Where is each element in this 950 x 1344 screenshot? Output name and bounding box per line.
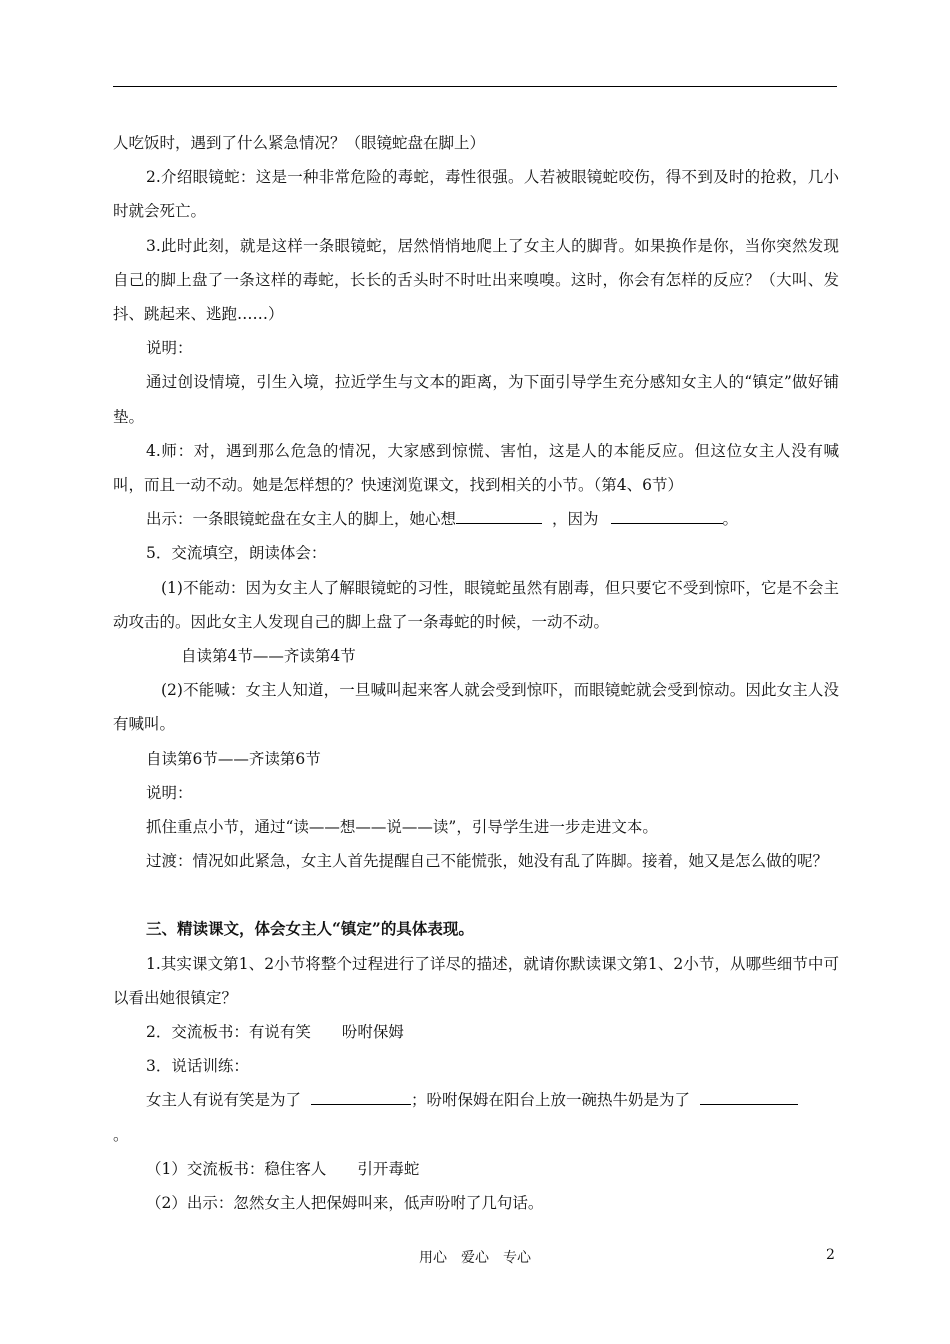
note-text-2: 抓住重点小节，通过“读——想——说——读”，引导学生进一步走进文本。	[146, 818, 658, 837]
prompt-because: ，因为	[552, 510, 599, 529]
blank-line	[611, 509, 723, 524]
paragraph-teacher: 4.师：对，遇到那么危急的情况，大家感到惊慌、害怕，这是人的本能反应。但这位女主人没有喊叫，而且一动不动。她是怎样想的？快速浏览课文，找到相关的小节。（第4、6节）	[113, 441, 839, 495]
header-rule	[113, 86, 837, 87]
speaking-text-a: 女主人有说有笑是为了	[146, 1091, 302, 1110]
board-notes: （1）交流板书：稳住客人 引开毒蛇	[146, 1159, 420, 1178]
reading-note-6: 自读第6节——齐读第6节	[146, 749, 321, 768]
paragraph-step1: 1.其实课文第1、2小节将整个过程进行了详尽的描述，就请你默读课文第1、2小节，从哪些细节中可以看出她很镇定？	[113, 954, 839, 1007]
note-text: 通过创设情境，引生入境，拉近学生与文本的距离，为下面引导学生充分感知女主人的“镇定”做好铺垫。	[113, 373, 839, 426]
display-text: （2）出示：忽然女主人把保姆叫来，低声吩咐了几句话。	[146, 1194, 544, 1213]
paragraph-step2: 2．交流板书：有说有笑 吩咐保姆	[146, 1023, 404, 1042]
note-label: 说明：	[146, 339, 193, 358]
footer-motto: 用心 爱心 专心	[419, 1250, 531, 1266]
paragraph-reaction: 3.此时此刻，就是这样一条眼镜蛇，居然悄悄地爬上了女主人的脚背。如果换作是你，当你突然发现自己的脚上盘了一条这样的毒蛇，长长的舌头时不时吐出来嗅嗅。这时，你会有怎样的反应？（大叫、发抖、跳起来、逃跑……）	[113, 236, 839, 324]
paragraph-cannot-move: (1)不能动：因为女主人了解眼镜蛇的习性，眼镜蛇虽然有剧毒，但只要它不受到惊吓，它是不会主动攻击的。因此女主人发现自己的脚上盘了一条毒蛇的时候，一动不动。	[113, 578, 839, 631]
fill-in-speaking	[113, 1083, 839, 1151]
paragraph-cobra-intro: 2.介绍眼镜蛇：这是一种非常危险的毒蛇，毒性很强。人若被眼镜蛇咬伤，得不到及时的抢救，几小时就会死亡。	[113, 168, 839, 221]
document-body	[113, 126, 839, 1220]
blank-line	[311, 1090, 411, 1105]
blank-line	[456, 509, 542, 524]
blank-line	[700, 1090, 798, 1105]
transition-text: 过渡：情况如此紧急，女主人首先提醒自己不能慌张，她没有乱了阵脚。接着，她又是怎么做的呢？	[146, 852, 829, 871]
section-heading: 三、精读课文，体会女主人“镇定”的具体表现。	[146, 919, 474, 939]
paragraph-situation: 人吃饭时，遇到了什么紧急情况？（眼镜蛇盘在脚上）	[113, 134, 486, 152]
speaking-text-b: ；吩咐保姆在阳台上放一碗热牛奶是为了	[411, 1091, 691, 1110]
prompt-text: 出示：一条眼镜蛇盘在女主人的脚上，她心想	[146, 510, 457, 529]
paragraph-cannot-shout: (2)不能喊：女主人知道，一旦喊叫起来客人就会受到惊吓，而眼镜蛇就会受到惊动。因此女主人没有喊叫。	[113, 681, 839, 734]
reading-note-4: 自读第4节——齐读第4节	[181, 647, 356, 666]
page-number: 2	[826, 1247, 835, 1263]
paragraph-step5: 5．交流填空，朗读体会：	[146, 544, 327, 563]
speaking-end: 。	[113, 1125, 129, 1144]
prompt-end: 。	[722, 510, 739, 529]
paragraph-step3: 3．说话训练：	[146, 1057, 249, 1076]
note-label-2: 说明：	[146, 783, 193, 802]
fill-in-prompt	[113, 502, 839, 536]
